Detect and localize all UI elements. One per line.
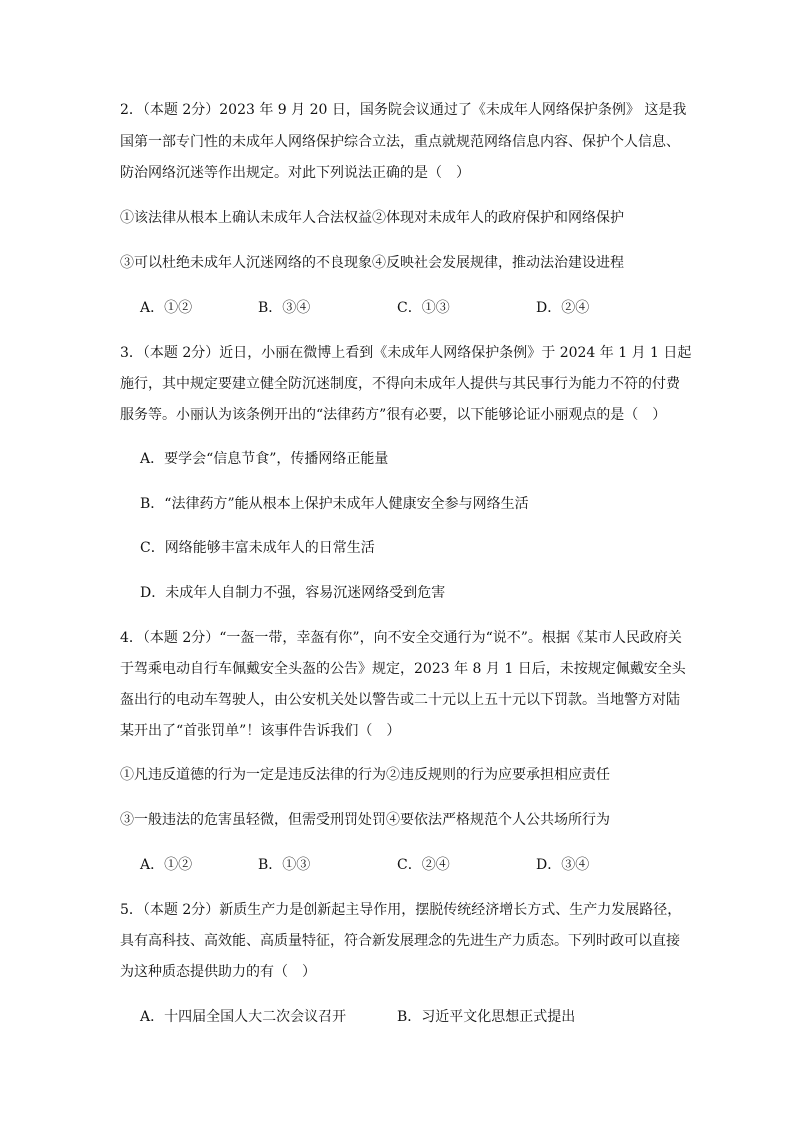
- question-3-option-b: B．“法律药方”能从根本上保护未成年人健康安全参与网络生活: [140, 496, 529, 512]
- question-3-stem-line-1: 3．（本题 2分）近日，小丽在微博上看到《未成年人网络保护条例》于 2024 年 1 月 1 日起: [120, 345, 692, 361]
- question-5-stem-line-3: 为这种质态提供助力的有（ ）: [120, 964, 316, 980]
- question-2-statement-2: ③可以杜绝未成年人沉迷网络的不良现象④反映社会发展规律，推动法治建设进程: [120, 255, 624, 271]
- question-4-option-d: D．③④: [536, 857, 590, 873]
- question-4-stem-line-4: 某开出了“首张罚单”！该事件告诉我们（ ）: [120, 723, 401, 739]
- question-3-option-c: C．网络能够丰富未成年人的日常生活: [140, 540, 375, 556]
- question-4-option-c: C．②④: [397, 857, 450, 873]
- question-2-option-d: D．②④: [536, 300, 590, 316]
- question-2-option-b: B．③④: [258, 300, 311, 316]
- question-3-stem-line-2: 施行，其中规定要建立健全防沉迷制度，不得向未成年人提供与其民事行为能力不符的付费: [120, 376, 680, 392]
- question-2-option-a: A．①②: [140, 300, 193, 316]
- question-5-stem-line-2: 具有高科技、高效能、高质量特征，符合新发展理念的先进生产力质态。下列时政可以直接: [120, 933, 680, 949]
- question-2-stem-line-2: 国第一部专门性的未成年人网络保护综合立法，重点就规范网络信息内容、保护个人信息、: [120, 134, 680, 150]
- question-4-option-a: A．①②: [140, 857, 193, 873]
- question-2-option-c: C．①③: [397, 300, 450, 316]
- question-2-statement-1: ①该法律从根本上确认未成年人合法权益②体现对未成年人的政府保护和网络保护: [120, 210, 624, 226]
- question-4-option-b: B．①③: [258, 857, 311, 873]
- question-4-stem-line-3: 盔出行的电动车驾驶人，由公安机关处以警告或二十元以上五十元以下罚款。当地警方对陆: [120, 692, 680, 708]
- question-4-statement-2: ③一般违法的危害虽轻微，但需受刑罚处罚④要依法严格规范个人公共场所行为: [120, 812, 610, 828]
- question-5-option-b: B．习近平文化思想正式提出: [397, 1009, 576, 1025]
- question-4-stem-line-2: 于驾乘电动自行车佩戴安全头盔的公告》规定，2023 年 8 月 1 日后，未按规定佩戴安全头: [120, 661, 686, 677]
- question-3-option-a: A．要学会“信息节食”，传播网络正能量: [140, 451, 389, 467]
- question-3-stem-line-3: 服务等。小丽认为该条例开出的“法律药方”很有必要，以下能够论证小丽观点的是（ ）: [120, 407, 667, 423]
- question-2-stem-line-1: 2．（本题 2分）2023 年 9 月 20 日，国务院会议通过了《未成年人网络保护条例》 这是我: [120, 102, 687, 118]
- question-5-stem-line-1: 5．（本题 2分）新质生产力是创新起主导作用，摆脱传统经济增长方式、生产力发展路径，: [120, 902, 682, 918]
- question-4-stem-line-1: 4．（本题 2分）“一盔一带，幸盔有你”，向不安全交通行为“说不”。根据《某市人民政府关: [120, 630, 682, 646]
- question-2-stem-line-3: 防治网络沉迷等作出规定。对此下列说法正确的是（ ）: [120, 165, 470, 181]
- question-5-option-a: A．十四届全国人大二次会议召开: [140, 1009, 347, 1025]
- question-4-statement-1: ①凡违反道德的行为一定是违反法律的行为②违反规则的行为应要承担相应责任: [120, 767, 610, 783]
- question-3-option-d: D．未成年人自制力不强，容易沉迷网络受到危害: [140, 585, 446, 601]
